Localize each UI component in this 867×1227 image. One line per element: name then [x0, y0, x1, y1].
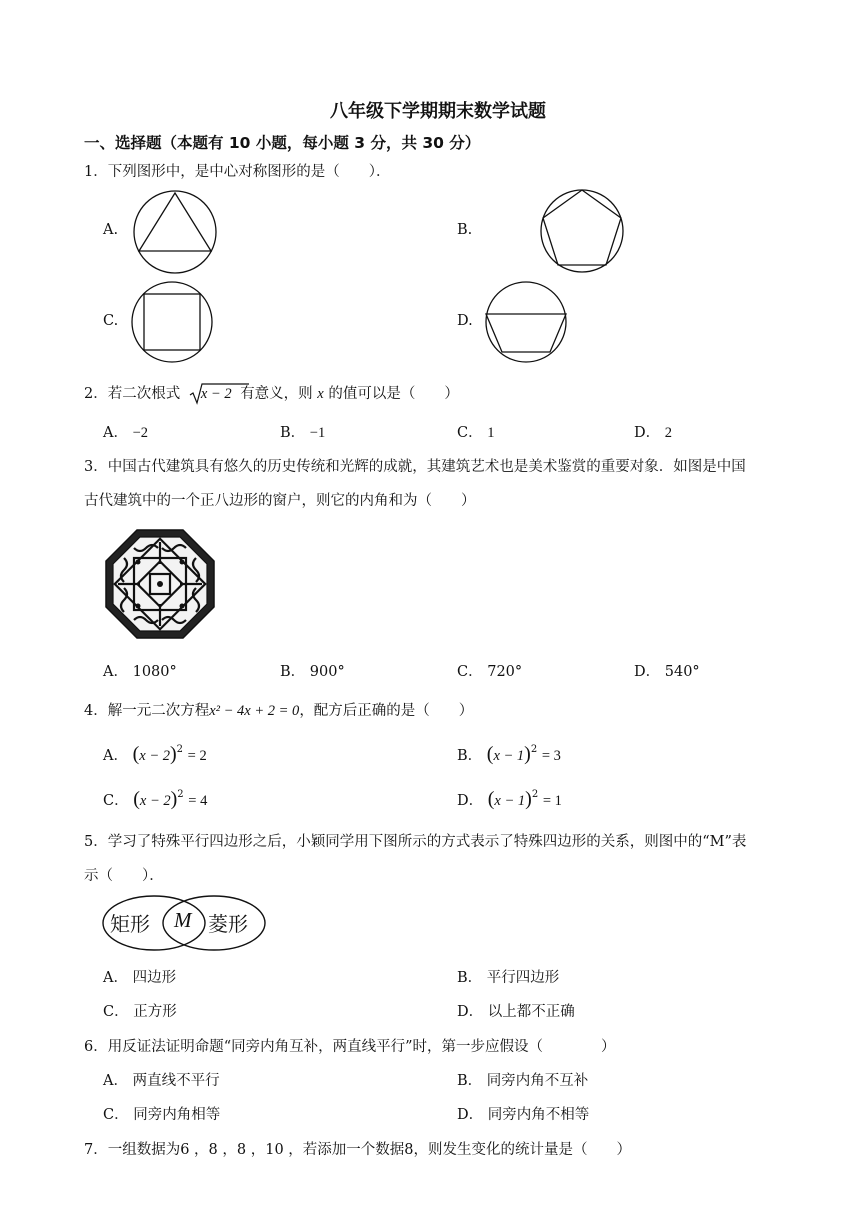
- q1-label-b: B.: [457, 222, 473, 238]
- q4-stem-part-b: ，配方后正确的是（ ）: [299, 703, 474, 719]
- q1-figure-a-circle-triangle: [132, 189, 218, 275]
- q6-option-a: A． 两直线不平行: [103, 1073, 220, 1089]
- radical-sign-icon: [189, 382, 249, 406]
- q1-figure-b-circle-pentagon: [539, 188, 625, 274]
- q4-option-b: B． $(x - 1)^2 = 3$: [457, 743, 561, 765]
- q6-option-b: B． 同旁内角不互补: [457, 1073, 589, 1089]
- q2-square-root: [189, 386, 232, 403]
- q3-option-d: D． 540°: [634, 664, 700, 680]
- q5-option-d: D． 以上都不正确: [457, 1004, 575, 1020]
- question-3-line-2: 古代建筑中的一个正八边形的窗户，则它的内角和为（ ）: [84, 493, 476, 509]
- q3-option-a: A． 1080°: [103, 664, 177, 680]
- page-title: 八年级下学期期末数学试题: [330, 101, 546, 122]
- question-2-stem: [84, 382, 459, 403]
- q2-option-b: B． −1: [280, 425, 326, 441]
- venn-left-label: 矩形: [110, 912, 150, 936]
- q3-option-b: B． 900°: [280, 664, 345, 680]
- q3-octagon-window-figure: [104, 528, 216, 640]
- q6-option-c: C． 同旁内角相等: [103, 1107, 221, 1123]
- question-5-line-1: 5．学习了特殊平行四边形之后，小颖同学用下图所示的方式表示了特殊四边形的关系，则图中的“M”表: [84, 834, 747, 850]
- q2-option-d: D． 2: [634, 425, 672, 441]
- question-6-stem: 6．用反证法证明命题“同旁内角互补，两直线平行”时，第一步应假设（ ）: [84, 1039, 616, 1055]
- q2-stem-part-c: 的值可以是（ ）: [328, 386, 459, 402]
- q2-stem-part-a: 2．若二次根式: [84, 386, 181, 402]
- question-4-stem: [84, 699, 473, 720]
- q5-venn-diagram: [102, 894, 268, 952]
- question-5-line-2: 示（ ）．: [84, 868, 164, 884]
- q1-figure-d-circle-trapezoid: [484, 282, 568, 362]
- section-heading: 一、选择题（本题有 10 小题，每小题 3 分，共 30 分）: [84, 134, 481, 152]
- q2-stem-part-b: 有意义，则: [240, 386, 313, 402]
- q4-option-c: C． $(x - 2)^2 = 4$: [103, 788, 208, 810]
- question-1-stem: 1．下列图形中，是中心对称图形的是（ ）．: [84, 164, 391, 180]
- q1-label-d: D.: [457, 313, 473, 329]
- q5-option-c: C． 正方形: [103, 1004, 177, 1020]
- question-3-line-1: 3．中国古代建筑具有悠久的历史传统和光辉的成就，其建筑艺术也是美术鉴赏的重要对象．如图是中国: [84, 459, 746, 475]
- q1-figure-c-circle-square: [130, 280, 214, 364]
- q4-stem-part-a: 4．解一元二次方程: [84, 703, 210, 719]
- q1-label-a: A.: [103, 222, 119, 238]
- q2-option-c: C． 1: [457, 425, 495, 441]
- venn-middle-label: M: [174, 908, 192, 932]
- question-7-stem: 7．一组数据为6 ，8 ，8 ，10 ，若添加一个数据8，则发生变化的统计量是（ ）: [84, 1142, 632, 1158]
- q3-option-c: C． 720°: [457, 664, 523, 680]
- venn-right-label: 菱形: [208, 912, 248, 936]
- q2-radicand: x − 2: [200, 386, 232, 402]
- q4-option-a: A． $(x - 2)^2 = 2$: [103, 743, 207, 765]
- q2-option-a: A． −2: [103, 425, 149, 441]
- q1-label-c: C.: [103, 313, 119, 329]
- q4-option-d: D． $(x - 1)^2 = 1$: [457, 788, 562, 810]
- q6-option-d: D． 同旁内角不相等: [457, 1107, 590, 1123]
- q4-equation: x² − 4x + 2 = 0: [209, 703, 300, 719]
- q5-option-b: B． 平行四边形: [457, 970, 560, 986]
- q2-variable: x: [317, 386, 324, 402]
- q5-option-a: A． 四边形: [103, 970, 177, 986]
